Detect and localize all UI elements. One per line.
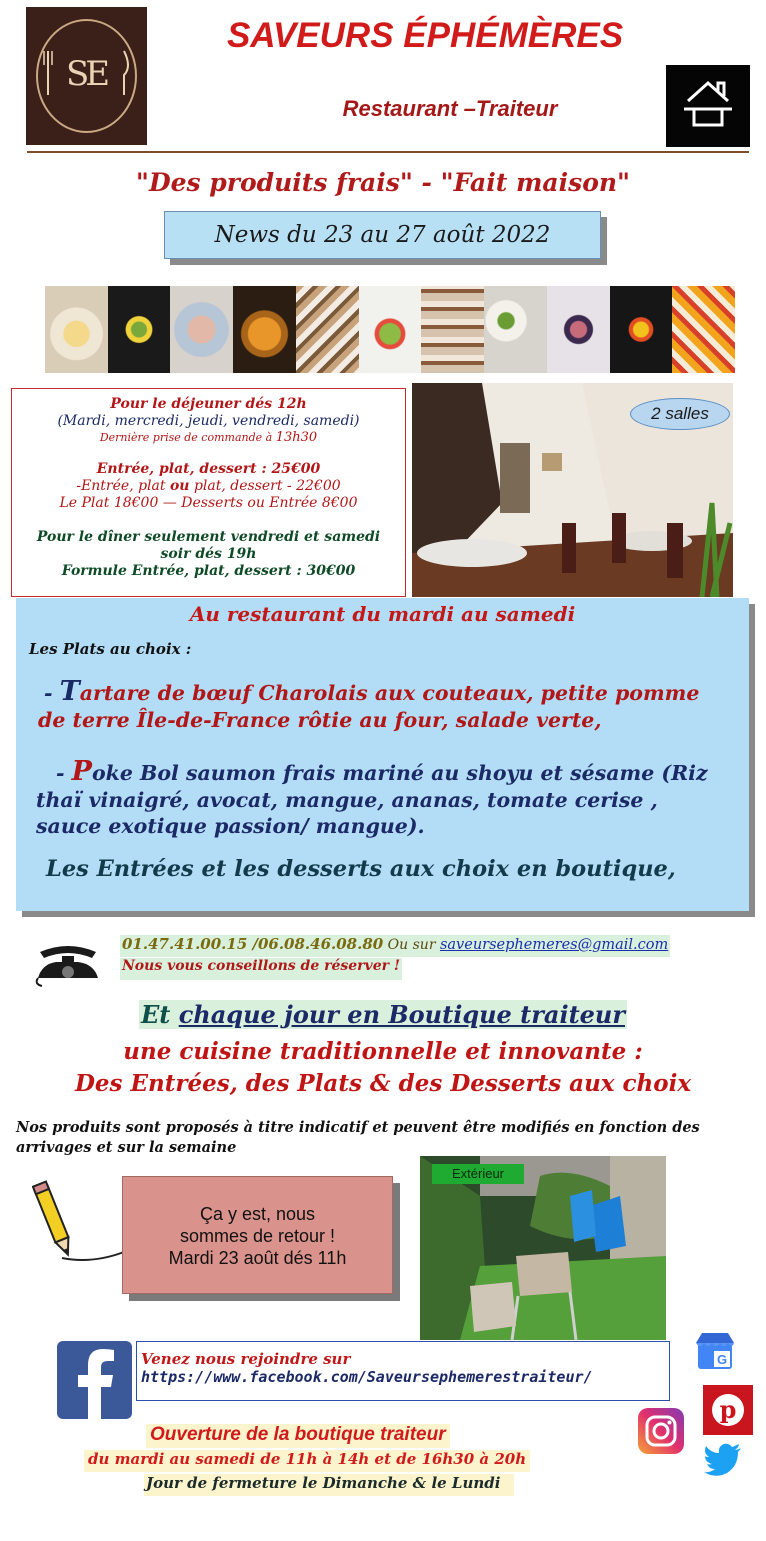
page-subtitle: Restaurant –Traiteur — [342, 96, 558, 121]
news-banner — [164, 211, 601, 259]
boutique-line2: une cuisine traditionnelle et innovante : — [123, 1038, 643, 1065]
phone-numbers: 01.47.41.00.15 /06.08.46.08.80 — [122, 935, 384, 953]
facebook-join-text: Venez nous rejoindre sur — [141, 1350, 351, 1368]
page-title: SAVEURS ÉPHÉMÈRES — [226, 16, 624, 55]
svg-text:G: G — [716, 1352, 728, 1367]
exterior-label: Extérieur — [432, 1164, 524, 1184]
tagline: "Des produits frais" - "Fait maison" — [135, 168, 631, 197]
hours-panel — [11, 388, 406, 597]
dish-photo — [610, 286, 673, 373]
pencil-icon — [32, 1176, 128, 1268]
formula-alt: -Entrée, plat ou plat, dessert - 22€00 — [76, 478, 341, 494]
home-icon — [666, 65, 750, 147]
home-button[interactable] — [666, 65, 750, 147]
lunch-title: Pour le déjeuner dés 12h — [110, 396, 307, 412]
opening-title: Ouverture de la boutique traiteur — [146, 1424, 450, 1448]
retour-line2: sommes de retour ! — [179, 1226, 336, 1246]
dish-photo — [170, 286, 233, 373]
dinner-line2: soir dés 19h — [160, 546, 257, 562]
dinner-formula: Formule Entrée, plat, dessert : 30€00 — [61, 563, 356, 579]
dish-photo — [547, 286, 610, 373]
closing-days: Jour de fermeture le Dimanche & le Lundi — [144, 1474, 514, 1496]
retour-line1: Ça y est, nous — [199, 1204, 316, 1224]
dinner-line1: Pour le dîner seulement vendredi et samedi — [36, 529, 381, 545]
restaurant-heading: Au restaurant du mardi au samedi — [189, 602, 576, 626]
salles-badge: 2 salles — [630, 398, 730, 430]
dish-photo — [484, 286, 547, 373]
dish2-line1: - Poke Bol saumon frais mariné au shoyu et sésame (Riz — [56, 756, 708, 787]
dish1-line2: de terre Île-de-France rôtie au four, salade verte, — [38, 708, 602, 732]
boutique-heading: Et chaque jour en Boutique traiteur — [140, 1000, 626, 1029]
last-order: Dernière prise de commande à 13h30 — [99, 430, 318, 445]
formula-single: Le Plat 18€00 — Desserts ou Entrée 8€00 — [59, 495, 358, 511]
google-my-business-icon[interactable] — [694, 1331, 736, 1373]
reservation-note: Nous vous conseillons de réserver ! — [120, 958, 402, 980]
entrees-desserts-line: Les Entrées et les desserts aux choix en boutique, — [46, 856, 676, 882]
disclaimer: Nos produits sont proposés à titre indicatif et peuvent être modifiés en fonction des arrivages et sur la semaine — [16, 1119, 700, 1156]
dish1-line1: - Tartare de bœuf Charolais aux couteaux, petite pomme — [44, 676, 700, 707]
formula-main: Entrée, plat, dessert : 25€00 — [96, 461, 321, 477]
email-link[interactable]: saveursephemeres@gmail.com — [439, 937, 669, 953]
pinterest-icon[interactable] — [703, 1385, 753, 1435]
facebook-url-link[interactable]: https://www.facebook.com/Saveursephemerestraiteur/ — [141, 1368, 593, 1386]
dish-photo — [45, 286, 108, 373]
retour-line3: Mardi 23 août dés 11h — [168, 1248, 347, 1268]
lunch-days: (Mardi, mercredi, jeudi, vendredi, samedi) — [57, 413, 360, 429]
header-divider — [27, 151, 749, 153]
instagram-icon[interactable] — [638, 1408, 684, 1454]
dish-photo — [359, 286, 422, 373]
news-text: News du 23 au 27 août 2022 — [214, 222, 551, 248]
plats-label: Les Plats au choix : — [29, 640, 192, 658]
logo-cutlery-icon — [26, 41, 147, 101]
telephone-icon — [32, 938, 104, 988]
dish2-line2: thaï vinaigré, avocat, mangue, ananas, tomate cerise , — [36, 788, 658, 812]
dish2-line3: sauce exotique passion/ mangue). — [36, 814, 425, 838]
dish-photo-strip — [45, 286, 735, 373]
dish-photo — [233, 286, 296, 373]
logo-text: SE — [65, 54, 107, 94]
twitter-icon[interactable] — [703, 1442, 743, 1478]
svg-text:p: p — [719, 1395, 737, 1424]
facebook-link-box — [136, 1341, 670, 1401]
facebook-icon[interactable] — [57, 1341, 132, 1419]
boutique-line3: Des Entrées, des Plats & des Desserts aux choix — [74, 1070, 692, 1097]
dish-photo — [108, 286, 171, 373]
opening-hours: du mardi au samedi de 11h à 14h et de 16h30 à 20h — [84, 1450, 530, 1472]
dish-photo — [672, 286, 735, 373]
dish-photo — [421, 286, 484, 373]
restaurant-logo — [26, 7, 147, 145]
dish-photo — [296, 286, 359, 373]
restaurant-menu-panel — [16, 598, 749, 911]
retour-announcement — [122, 1176, 393, 1294]
contact-line: 01.47.41.00.15 /06.08.46.08.80 Ou sur saveursephemeres@gmail.com — [120, 935, 670, 957]
